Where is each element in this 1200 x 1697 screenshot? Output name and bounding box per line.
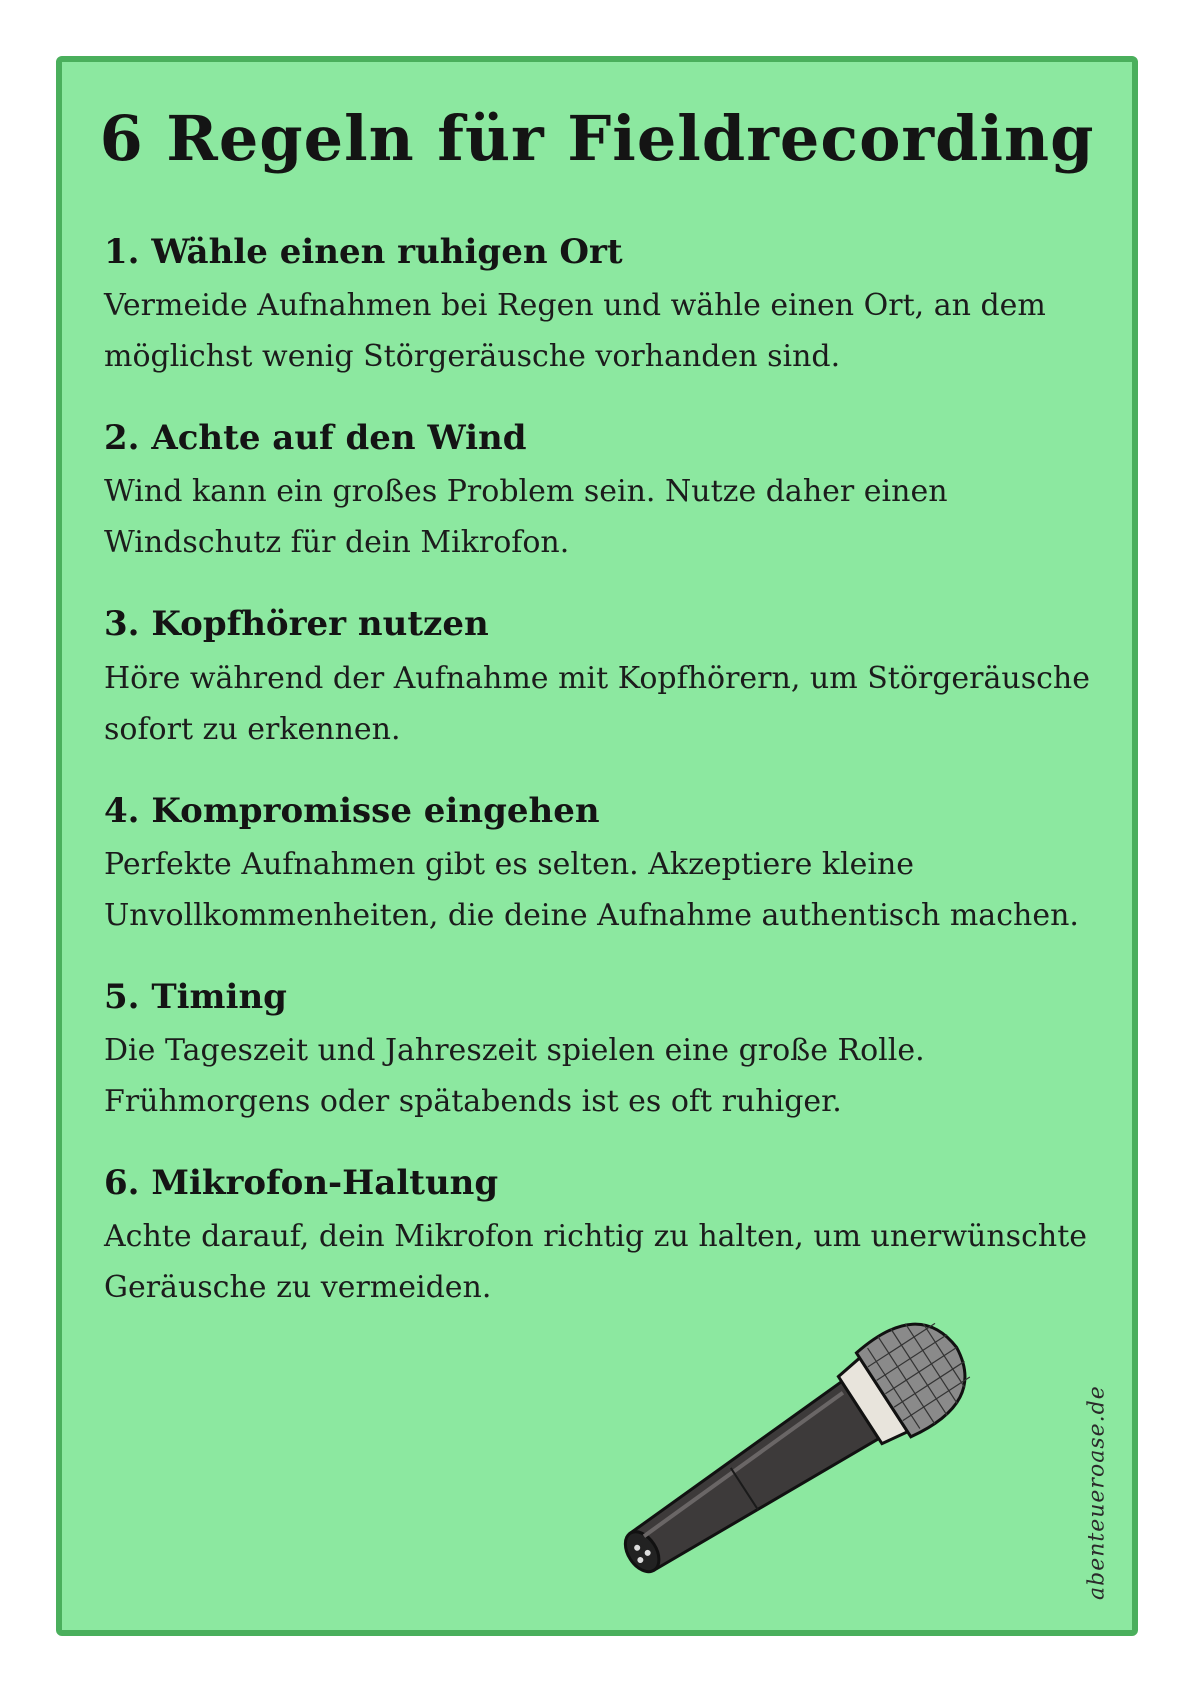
- rule-heading: 3. Kopfhörer nutzen: [104, 604, 489, 645]
- rule-item-2: [104, 416, 1104, 568]
- rule-heading: 2. Achte auf den Wind: [104, 418, 527, 459]
- rule-text: Die Tageszeit und Jahreszeit spielen eine große Rolle. Frühmorgens oder spätabends ist es oft ruhiger.: [104, 1032, 935, 1119]
- microphone-illustration-icon: [582, 1292, 1002, 1612]
- rule-heading: 5. Timing: [104, 976, 287, 1017]
- rule-text: Perfekte Aufnahmen gibt es selten. Akzeptiere kleine Unvollkommenheiten, die deine Aufnahme authentisch machen.: [104, 846, 1079, 933]
- poster-card: [56, 56, 1138, 1636]
- rule-item-5: [104, 975, 1104, 1127]
- page-title: 6 Regeln für Fieldrecording: [99, 102, 1095, 175]
- rule-item-6: [104, 1161, 1104, 1313]
- rule-item-3: [104, 602, 1104, 754]
- rules-list: [104, 230, 1104, 1347]
- rule-heading: 6. Mikrofon-Haltung: [104, 1162, 499, 1203]
- rule-text: Höre während der Aufnahme mit Kopfhörern, um Störgeräusche sofort zu erkennen.: [104, 660, 1100, 747]
- rule-item-1: [104, 230, 1104, 382]
- rule-heading: 1. Wähle einen ruhigen Ort: [104, 232, 623, 272]
- rule-heading: 4. Kompromisse eingehen: [104, 790, 600, 831]
- rule-text: Wind kann ein großes Problem sein. Nutze daher einen Windschutz für dein Mikrofon.: [104, 474, 958, 561]
- rule-text: Achte darauf, dein Mikrofon richtig zu halten, um unerwünschte Geräusche zu vermeiden.: [104, 1219, 1097, 1306]
- rule-text: Vermeide Aufnahmen bei Regen und wähle einen Ort, an dem möglichst wenig Störgeräusche vorhanden sind.: [104, 288, 1056, 375]
- rule-item-4: [104, 789, 1104, 941]
- watermark: abenteueroase.de: [1085, 1385, 1110, 1600]
